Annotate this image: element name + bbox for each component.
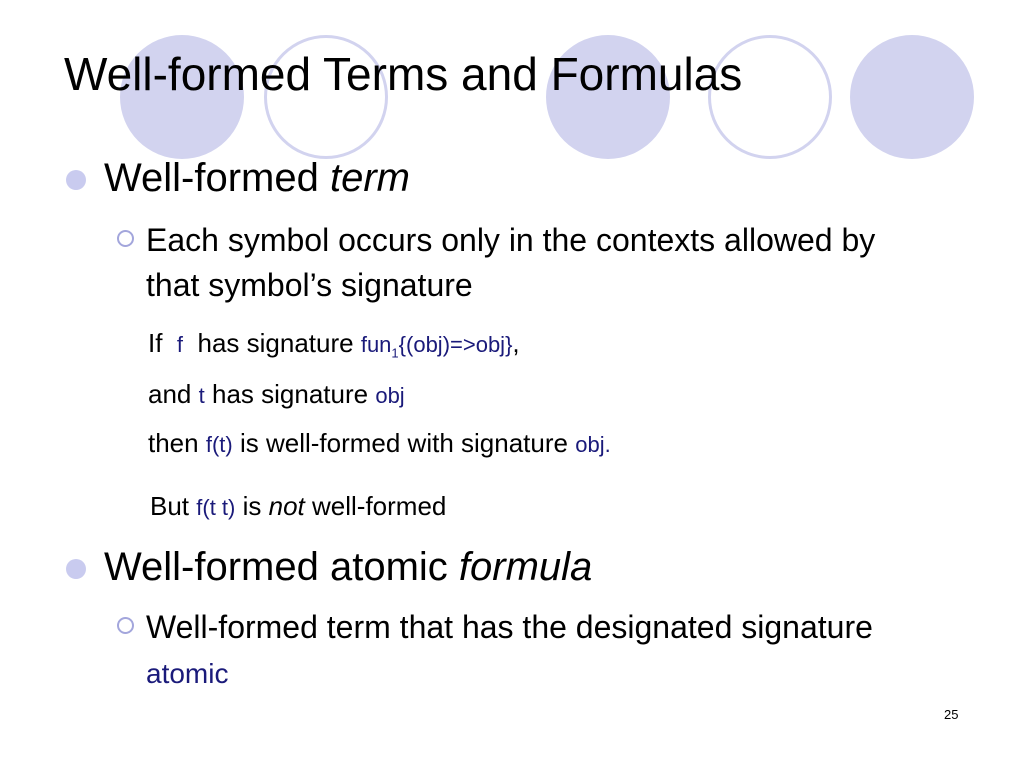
sub-bullet-text: Each symbol occurs only in the contexts allowed by that symbol’s signature <box>146 222 876 303</box>
page-number: 25 <box>944 707 959 722</box>
bullet-ring-icon <box>117 230 134 247</box>
example-line-2: and t has signature obj <box>148 379 405 409</box>
example-line-1: If f has signature fun$_1${(obj)=>obj}, <box>148 328 520 361</box>
bullet-formula <box>66 545 592 590</box>
bullet-ring-icon <box>117 617 134 634</box>
bullet-label: Well-formed term <box>104 156 410 200</box>
example-line-3: then f(t) is well-formed with signature obj. <box>148 428 611 458</box>
decorative-circle-3 <box>850 35 974 159</box>
slide-title: Well-formed Terms and Formulas <box>64 48 743 100</box>
fun-signature: fun$_1${(obj)=>obj} <box>360 332 513 361</box>
sub-bullet-formula <box>117 605 877 696</box>
sub-bullet-text: Well-formed term that has the designated signature atomic <box>146 609 873 689</box>
bullet-label: Well-formed atomic formula <box>104 545 593 589</box>
sub-bullet-term <box>117 218 877 308</box>
bullet-disc-icon <box>66 559 86 579</box>
example-line-4: But f(t t) is not well-formed <box>150 491 447 521</box>
bullet-term <box>66 156 410 201</box>
bullet-disc-icon <box>66 170 86 190</box>
